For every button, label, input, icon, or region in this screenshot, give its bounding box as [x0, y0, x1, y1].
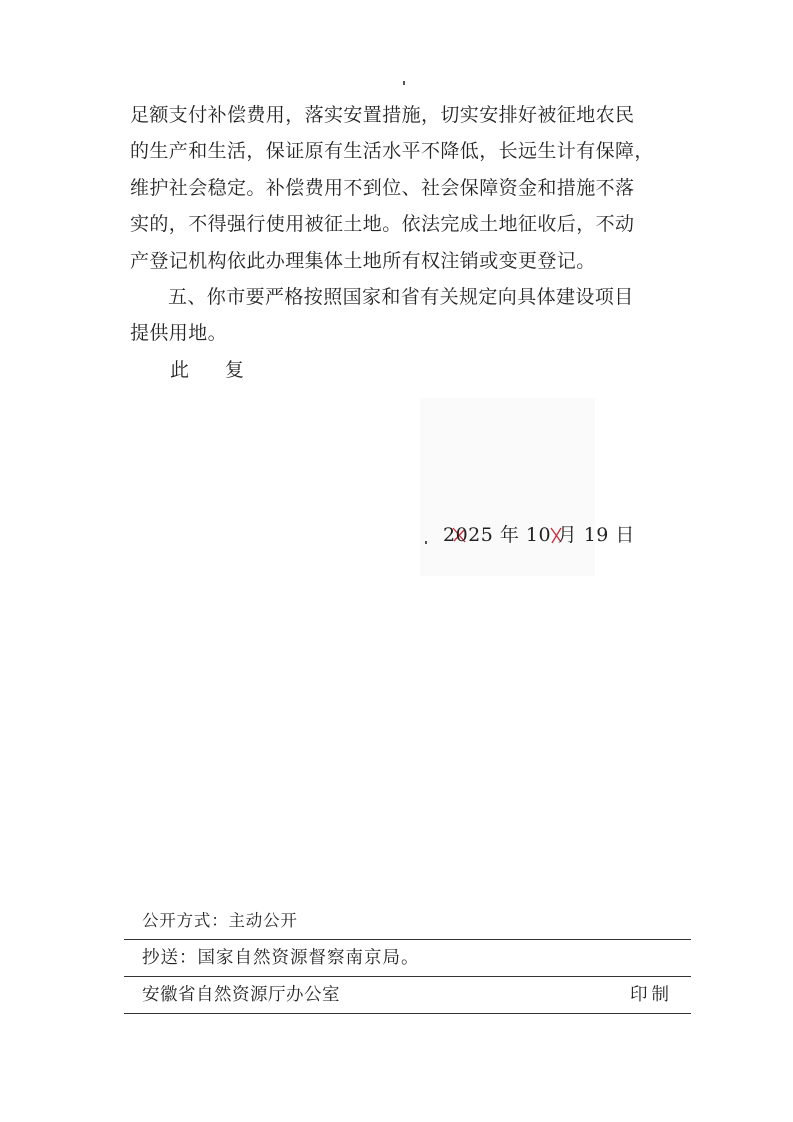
body-line: 实的，不得强行使用被征土地。依法完成土地征收后，不动: [130, 213, 635, 236]
scan-speck: [425, 541, 427, 544]
closing-phrase: 此复: [170, 358, 281, 381]
seal-area: [420, 398, 595, 576]
footer-divider: [124, 1013, 691, 1014]
body-line: 维护社会稳定。补偿费用不到位、社会保障资金和措施不落: [130, 176, 635, 199]
document-body: [130, 97, 690, 388]
body-line: 的生产和生活，保证原有生活水平不降低，长远生计有保障，: [130, 140, 654, 163]
body-line: 产登记机构依此办理集体土地所有权注销或变更登记。: [130, 249, 596, 272]
body-line-item-five: 五、你市要严格按照国家和省有关规定向具体建设项目: [168, 285, 634, 308]
scan-speck: [403, 81, 405, 85]
publicity-method: 公开方式：主动公开: [142, 911, 298, 930]
issuer-row: [124, 977, 691, 1013]
cc-recipients: 抄送：国家自然资源督察南京局。: [142, 948, 420, 968]
document-footer: [124, 903, 691, 1014]
body-line: 足额支付补偿费用，落实安置措施，切实安排好被征地农民: [130, 104, 635, 126]
document-date: 2025 年 10 月 19 日: [443, 524, 635, 546]
body-line: 提供用地。: [130, 322, 228, 345]
printed-label: 印制: [630, 985, 673, 1005]
issuing-office: 安徽省自然资源厅办公室: [142, 985, 340, 1005]
